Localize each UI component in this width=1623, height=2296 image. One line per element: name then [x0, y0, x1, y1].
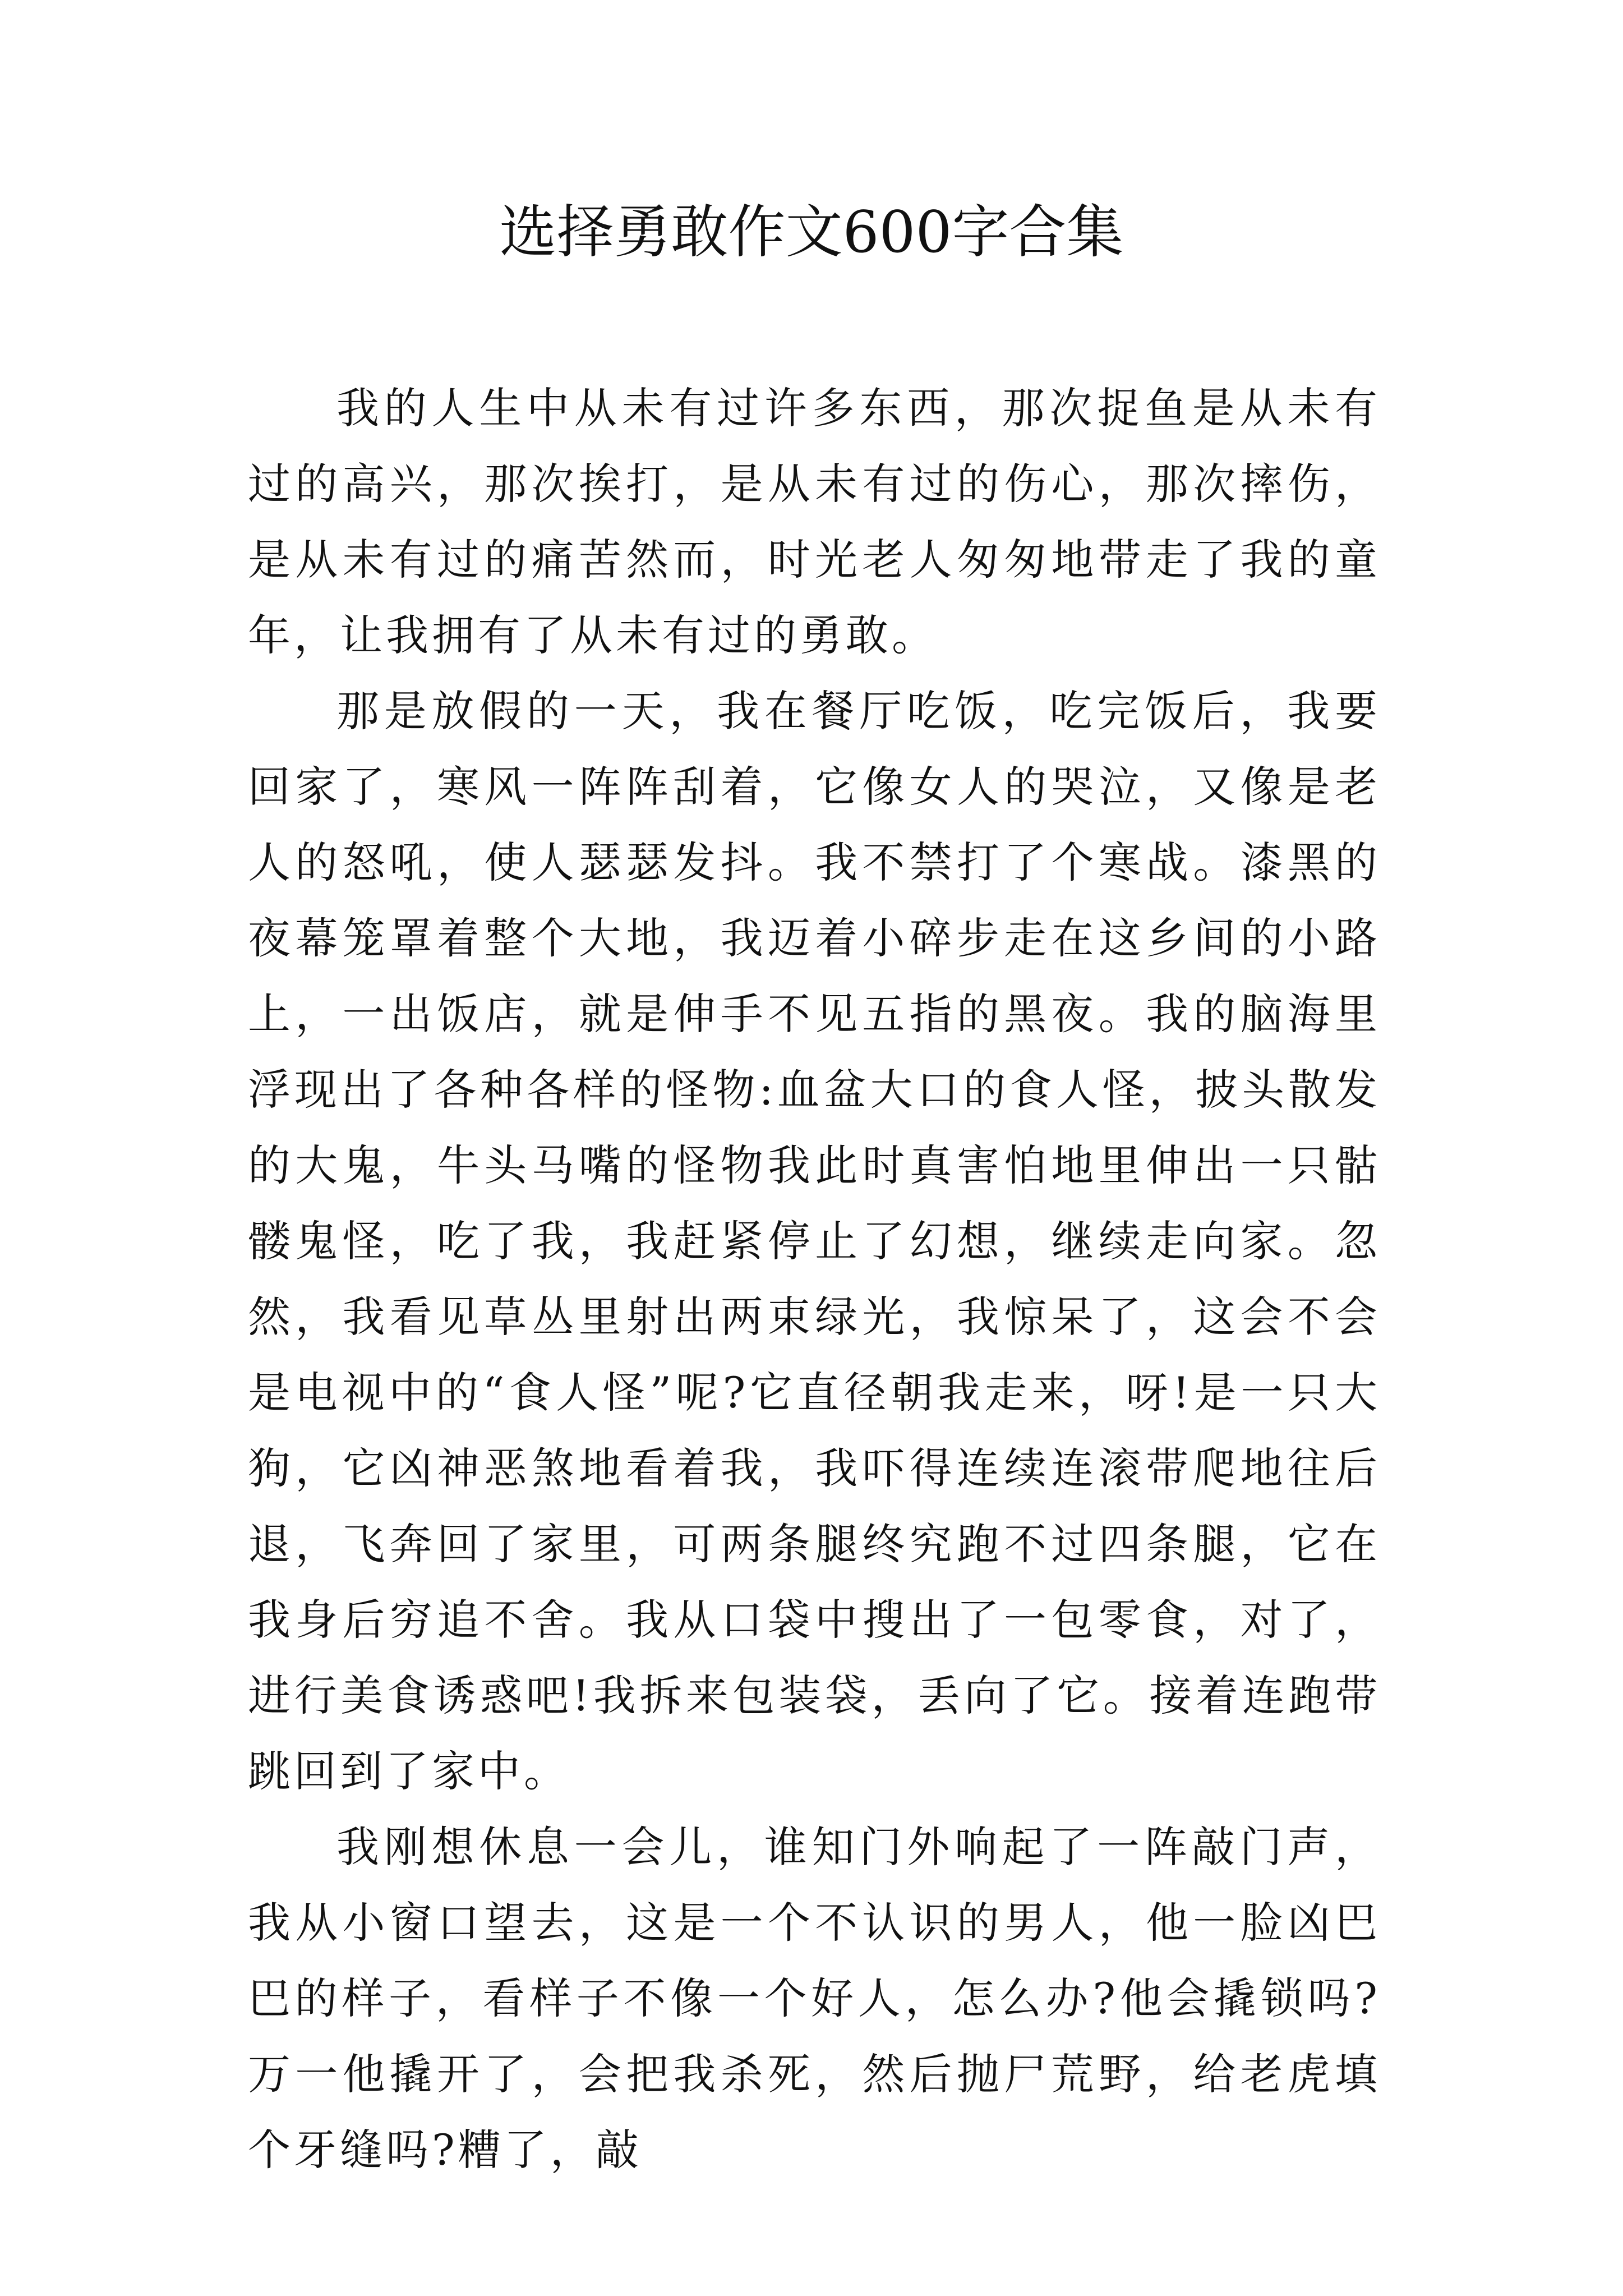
paragraph-3: 我刚想休息一会儿，谁知门外响起了一阵敲门声，我从小窗口望去，这是一个不认识的男人，他一脸凶巴巴的样子，看样子不像一个好人，怎么办?他会撬锁吗?万一他撬开了，会把我杀死，然后抛尸荒野，给老虎填个牙缝吗?糟了，敲 — [248, 1822, 1381, 2175]
document-body — [248, 370, 1381, 2188]
paragraph-2: 那是放假的一天，我在餐厅吃饭，吃完饭后，我要回家了，寒风一阵阵刮着，它像女人的哭泣，又像是老人的怒吼，使人瑟瑟发抖。我不禁打了个寒战。漆黑的夜幕笼罩着整个大地，我迈着小碎步走在这乡间的小路上，一出饭店，就是伸手不见五指的黑夜。我的脑海里浮现出了各种各样的怪物:血盆大口的食人怪，披头散发的大鬼，牛头马嘴的怪物我此时真害怕地里伸出一只骷髅鬼怪，吃了我，我赶紧停止了幻想，继续走向家。忽然，我看见草丛里射出两束绿光，我惊呆了，这会不会是电视中的“食人怪”呢?它直径朝我走来，呀!是一只大狗，它凶神恶煞地看着我，我吓得连续连滚带爬地往后退，飞奔回了家里，可两条腿终究跑不过四条腿，它在我身后穷追不舍。我从口袋中搜出了一包零食，对了，进行美食诱惑吧!我拆来包装袋，丢向了它。接着连跑带跳回到了家中。 — [248, 686, 1381, 1796]
paragraph-1: 我的人生中从未有过许多东西，那次捉鱼是从未有过的高兴，那次挨打，是从未有过的伤心，那次摔伤，是从未有过的痛苦然而，时光老人匆匆地带走了我的童年，让我拥有了从未有过的勇敢。 — [248, 383, 1381, 660]
document-title: 选择勇敢作文600字合集 — [499, 199, 1124, 266]
